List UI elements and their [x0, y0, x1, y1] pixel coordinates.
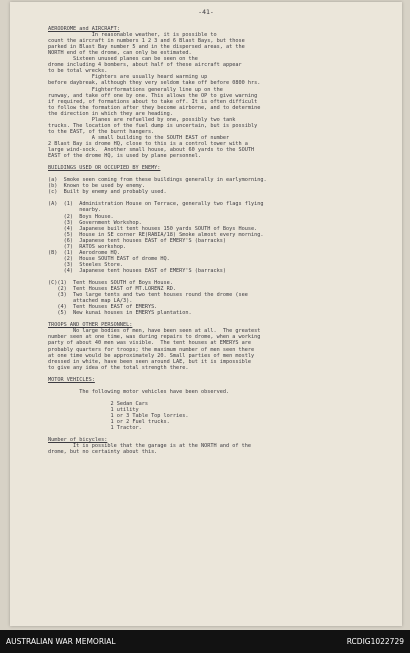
text-line: (3) Steeles Store. — [48, 261, 123, 268]
section-heading-bicycles: Number of bicycles: — [48, 437, 108, 444]
text-line: (3) Two large tents and two tent houses round the drome (see — [48, 292, 248, 299]
text-line: large wind-sock. Another small house, about 60 yards to the SOUTH — [48, 146, 255, 153]
text-line: nearby. — [48, 207, 102, 214]
text-line: No large bodies of men, have been seen at all. The greatest — [48, 328, 261, 335]
document-body — [48, 20, 388, 455]
text-line: (C)(1) Tent Houses SOUTH of Boys House. — [48, 280, 173, 287]
text-line: count the aircraft in numbers 1 2 3 and 6 Blast Bays, but those — [48, 38, 245, 45]
text-line: (B) (1) Aerodrome HQ. — [48, 249, 120, 256]
section-heading-buildings: BUILDINGS USED OR OCCUPIED BY ENEMY: — [48, 165, 161, 172]
text-line: Fighters are usually heard warming up — [48, 74, 208, 81]
text-line: EAST of the drome HQ, is used by plane personnel. — [48, 153, 202, 160]
text-line: runway, and take off one by one. This allows the OP to give warning — [48, 92, 258, 99]
text-line: (A) (1) Administration House on Terrace, generally two flags flying — [48, 201, 264, 208]
text-line: to give any idea of the total strength there. — [48, 364, 189, 371]
text-line: Sixteen unused planes can be seen on the — [48, 56, 198, 63]
text-line: before daybreak, although they very seldom take off before 0800 hrs. — [48, 80, 261, 87]
text-line: party of about 40 men was visible. The tent houses at EMERYS are — [48, 340, 252, 347]
text-line: 1 or 2 Fuel trucks. — [48, 419, 170, 426]
text-line: parked in Blast Bay number 5 and in the dispersed areas, at the — [48, 44, 245, 51]
text-line: (5) House in SE corner RE(RABIA/18) Smoke almost every morning. — [48, 231, 264, 238]
footer-record-id: RCDIG1022729 — [346, 637, 404, 646]
text-line: (6) Japanese tent houses EAST of EMERY'S (barracks) — [48, 237, 227, 244]
text-line: (3) Government Workshop. — [48, 219, 142, 226]
text-line: It is possible that the garage is at the NORTH and of the — [48, 443, 252, 450]
archive-footer — [0, 630, 410, 653]
text-line: (4) Tent Houses EAST of EMERYS. — [48, 304, 158, 311]
text-line: dressed in white, have been seen around LAE, but it is impossible — [48, 358, 252, 365]
text-line: drome, but no certainty about this. — [48, 449, 158, 456]
section-heading-troops: TROOPS AND OTHER PERSONNEL: — [48, 322, 133, 329]
section-heading-aerodrome: AERODROME and AIRCRAFT: — [48, 26, 120, 33]
text-line: (7) RATOS workshop. — [48, 243, 127, 250]
text-line: (2) House SOUTH EAST of drome HQ. — [48, 255, 170, 262]
text-line: number seen at one time, was during repairs to drome, when a working — [48, 334, 261, 341]
text-line: (a) Smoke seen coming from these buildings generally in earlymorning. — [48, 177, 267, 184]
text-line: 1 Tractor. — [48, 425, 142, 432]
text-line: to follow the formation after they become airborne, and to determine — [48, 104, 261, 111]
text-line: 1 utility — [48, 407, 139, 413]
text-line: if required, of formations about to take off. It is often difficult — [48, 98, 258, 105]
text-line: probably quarters for troops; the maximum number of men seen there — [48, 346, 255, 353]
footer-institution: AUSTRALIAN WAR MEMORIAL — [6, 637, 116, 646]
text-line: NORTH end of the drome, can only be estimated. — [48, 50, 192, 57]
text-line: drome including 4 bombers, about half of these aircraft appear — [48, 62, 242, 69]
text-line: (4) Japanese tent houses EAST of EMERY'S (barracks) — [48, 267, 227, 274]
page-number: -41- — [198, 8, 214, 16]
document-page — [10, 2, 402, 626]
text-line: A small building to the SOUTH EAST of number — [48, 134, 230, 141]
text-line: (2) Boys House. — [48, 213, 114, 220]
text-line: to the EAST, of the burnt hangers. — [48, 128, 155, 135]
section-heading-motor: MOTOR VEHICLES: — [48, 376, 95, 383]
text-line: (c) Built by enemy and probably used. — [48, 189, 167, 196]
text-line: at one time would be approximately 20. Small parties of men mostly — [48, 352, 255, 359]
text-line: to be total wrecks. — [48, 68, 108, 75]
text-line: (4) Japanese built tent houses 150 yards SOUTH of Boys House. — [48, 225, 258, 232]
text-line: Fighterformations generally line up on the — [48, 86, 223, 93]
text-line: 2 Sedan Cars — [48, 400, 148, 407]
text-line: In reasonable weather, it is possible to — [48, 32, 217, 39]
text-line: attached map LA/3). — [48, 298, 133, 305]
text-line: (5) New kunai houses in EMERYS plantation. — [48, 310, 192, 317]
text-line: The following motor vehicles have been observed. — [48, 388, 230, 395]
text-line: Planes are refuelled by one, possibly two tank — [48, 116, 236, 123]
text-line: (b) Known to be used by enemy. — [48, 183, 145, 190]
text-line: (2) Tent Houses EAST of MT.LORENZ RD. — [48, 286, 177, 293]
text-line: 2 Blast Bay is drome HQ, close to this is a control tower with a — [48, 140, 248, 147]
text-line: trucks. The location of the fuel dump is uncertain, but is possibly — [48, 122, 258, 129]
text-line: 1 or 3 Table Top lorries. — [48, 413, 189, 420]
text-line: the direction in which they are heading. — [48, 110, 173, 117]
